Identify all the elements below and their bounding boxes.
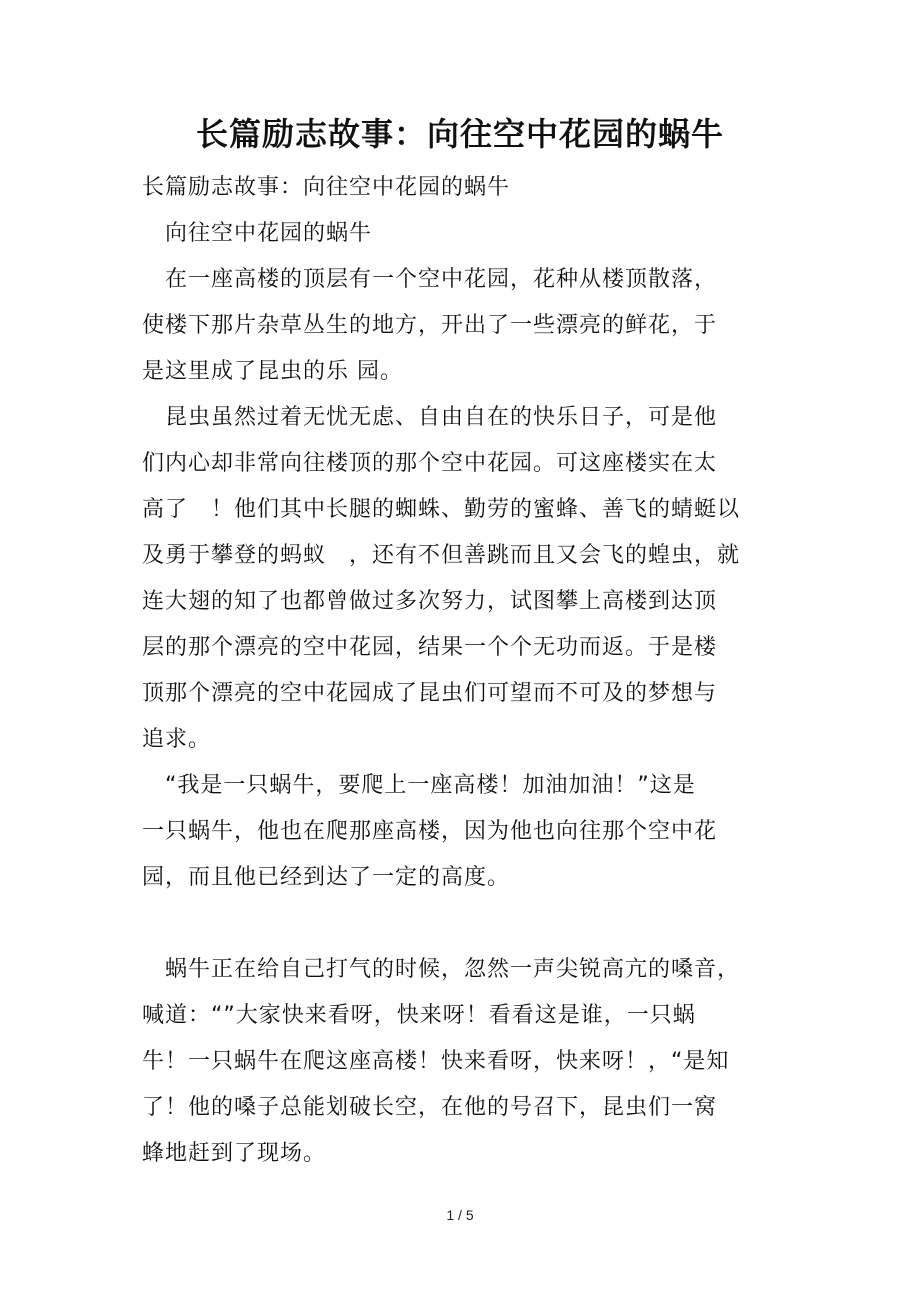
- text-line: 层的那个漂亮的空中花园，结果一个个无功而返。于是楼: [142, 635, 718, 660]
- paragraph-story-title: [142, 211, 782, 257]
- text-line: 高了 ！他们其中长腿的蜘蛛、勤劳的蜜蜂、善飞的蜻蜓以: [142, 497, 741, 522]
- text-line: 及勇于攀登的蚂蚁 ，还有不但善跳而且又会飞的蝗虫，就: [142, 543, 741, 568]
- text-line: 使楼下那片杂草丛生的地方，开出了一些漂亮的鲜花，于: [142, 313, 718, 338]
- paragraph-intro: [142, 257, 782, 395]
- page-number: 1 / 5: [446, 1207, 474, 1223]
- text-line: 向往空中花园的蜗牛: [142, 221, 373, 246]
- text-line: 一只蜗牛，他也在爬那座高楼，因为他也向往那个空中花: [142, 819, 718, 844]
- text-line: 昆虫虽然过着无忧无虑、自由自在的快乐日子，可是他: [142, 405, 718, 430]
- paragraph-snail: [142, 763, 782, 901]
- text-line: 了！他的嗓子总能划破长空，在他的号召下，昆虫们一窝: [142, 1095, 718, 1120]
- paragraph-cicada: [142, 947, 782, 1177]
- text-line: 蜂地赶到了现场。: [142, 1141, 327, 1166]
- text-line: 在一座高楼的顶层有一个空中花园，花种从楼顶散落，: [142, 267, 718, 292]
- text-line: “我是一只蜗牛，要爬上一座高楼！加油加油！”这是: [142, 773, 696, 798]
- document-title: 长篇励志故事：向往空中花园的蜗牛: [195, 115, 724, 153]
- paragraph-subtitle: [142, 165, 782, 211]
- text-line: 顶那个漂亮的空中花园成了昆虫们可望而不可及的梦想与: [142, 681, 718, 706]
- paragraph-insects: [142, 395, 782, 763]
- text-line: 长篇励志故事：向往空中花园的蜗牛: [142, 175, 511, 200]
- text-line: 喊道：“”大家快来看呀，快来呀！看看这是谁，一只蜗: [142, 1003, 696, 1028]
- text-line: 们内心却非常向往楼顶的那个空中花园。可这座楼实在太: [142, 451, 718, 476]
- text-line: 追求。: [142, 727, 212, 752]
- text-line: 园，而且他已经到达了一定的高度。: [142, 865, 511, 890]
- text-line: 是这里成了昆虫的乐 园。: [142, 359, 403, 384]
- text-line: 蜗牛正在给自己打气的时候，忽然一声尖锐高亢的嗓音，: [142, 957, 741, 982]
- text-line: 连大翅的知了也都曾做过多次努力，试图攀上高楼到达顶: [142, 589, 718, 614]
- text-line: 牛！一只蜗牛在爬这座高楼！快来看呀，快来呀！，“是知: [142, 1049, 730, 1074]
